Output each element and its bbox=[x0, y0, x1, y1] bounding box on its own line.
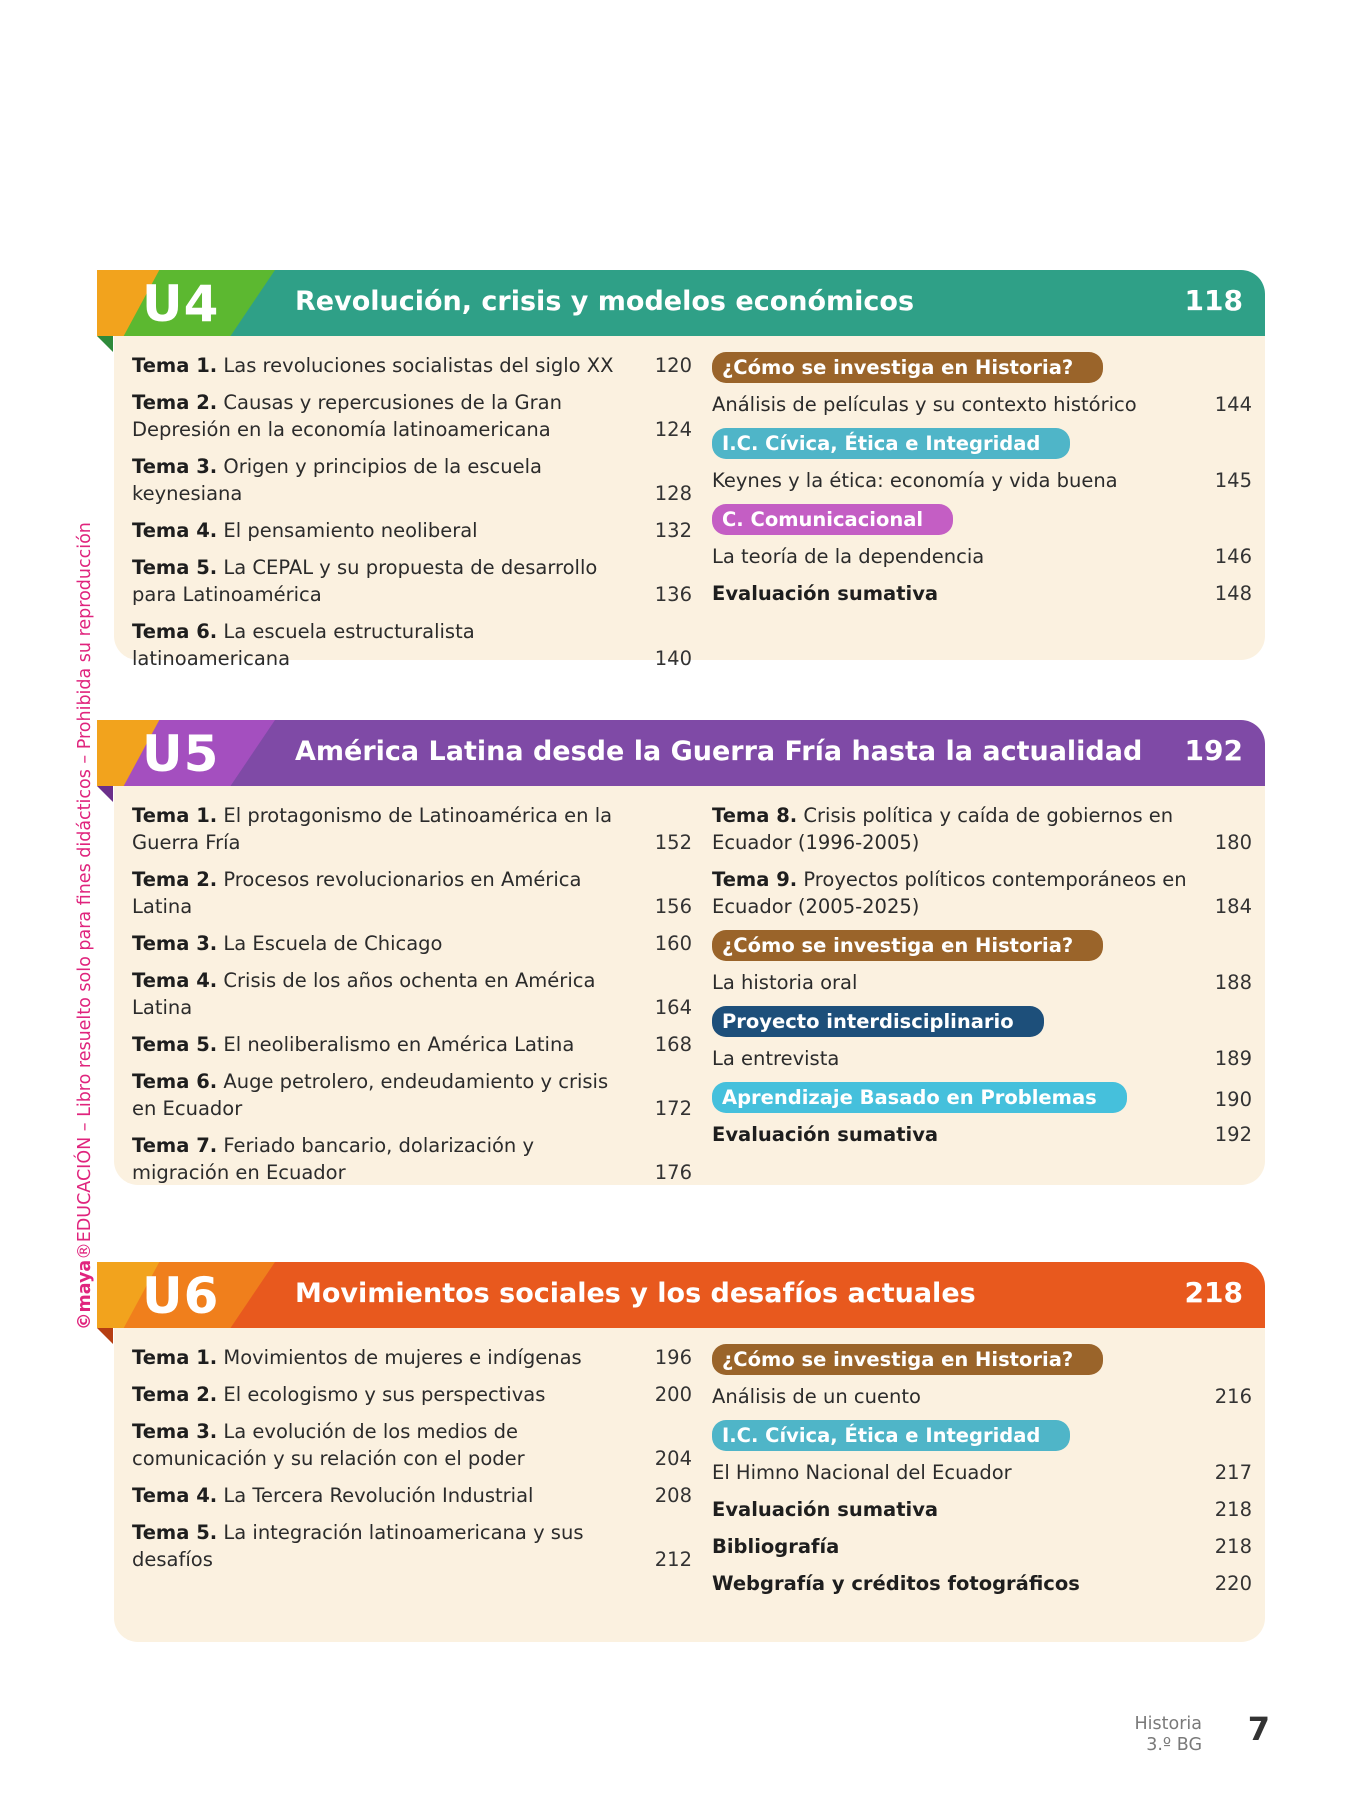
section-pill: ¿Cómo se investiga en Historia? bbox=[712, 1344, 1103, 1375]
closing-entry[interactable] bbox=[712, 1570, 1252, 1597]
topic-label: Tema 1. bbox=[132, 354, 218, 377]
entry-title: Bibliografía bbox=[712, 1535, 840, 1558]
topic-title: Auge petrolero, endeudamiento y crisis en Ecuador bbox=[132, 1070, 609, 1120]
entry-page: 145 bbox=[1214, 469, 1252, 492]
topic-label: Tema 6. bbox=[132, 1070, 218, 1093]
topic-label: Tema 3. bbox=[132, 1420, 218, 1443]
topic-page: 120 bbox=[654, 354, 692, 377]
entry-page: 144 bbox=[1214, 393, 1252, 416]
unit-start-page: 192 bbox=[1184, 734, 1243, 767]
topic-title: El pensamiento neoliberal bbox=[223, 519, 478, 542]
unit-header bbox=[97, 1262, 1265, 1328]
unit-header bbox=[97, 720, 1265, 786]
entry-page: 188 bbox=[1214, 971, 1252, 994]
topic-label: Tema 8. bbox=[712, 804, 798, 827]
topic-title: El ecologismo y sus perspectivas bbox=[223, 1383, 546, 1406]
section-pill: C. Comunicacional bbox=[712, 504, 953, 535]
topic-entry[interactable] bbox=[132, 967, 692, 1021]
unit-tag-fold bbox=[97, 336, 113, 352]
section-pill-row bbox=[712, 352, 1252, 391]
activity-entry[interactable] bbox=[712, 467, 1252, 494]
entry-page: 216 bbox=[1214, 1385, 1252, 1408]
entry-title: Análisis de películas y su contexto histórico bbox=[712, 393, 1137, 416]
entry-page: 218 bbox=[1214, 1535, 1252, 1558]
topic-label: Tema 2. bbox=[132, 391, 218, 414]
topic-page: 208 bbox=[654, 1484, 692, 1507]
topic-page: 132 bbox=[654, 519, 692, 542]
topic-page: 152 bbox=[654, 831, 692, 854]
entry-page: 220 bbox=[1214, 1572, 1252, 1595]
topic-entry[interactable] bbox=[132, 866, 692, 920]
section-pill-row bbox=[712, 930, 1252, 969]
unit-title: Revolución, crisis y modelos económicos bbox=[295, 286, 915, 317]
right-column bbox=[712, 802, 1252, 1158]
topic-page: 164 bbox=[654, 996, 692, 1019]
unit-code: U5 bbox=[142, 725, 220, 783]
entry-title: La entrevista bbox=[712, 1047, 840, 1070]
topic-title: Las revoluciones socialistas del siglo XX bbox=[223, 354, 614, 377]
closing-entry[interactable] bbox=[712, 1533, 1252, 1560]
topic-title: Procesos revolucionarios en América Latina bbox=[132, 868, 582, 918]
section-pill: I.C. Cívica, Ética e Integridad bbox=[712, 1420, 1070, 1451]
topic-title: Crisis de los años ochenta en América Latina bbox=[132, 969, 596, 1019]
unit-section-u6 bbox=[97, 1262, 1265, 1642]
topic-page: 128 bbox=[654, 482, 692, 505]
topic-label: Tema 2. bbox=[132, 1383, 218, 1406]
entry-title: La teoría de la dependencia bbox=[712, 545, 985, 568]
footer-subject-name: Historia bbox=[1134, 1714, 1202, 1734]
topic-label: Tema 4. bbox=[132, 969, 218, 992]
footer-subject bbox=[1135, 1714, 1203, 1756]
section-pill: Aprendizaje Basado en Problemas bbox=[712, 1082, 1127, 1113]
entry-page: 192 bbox=[1214, 1123, 1252, 1146]
section-pill-row bbox=[712, 428, 1252, 467]
section-pill: I.C. Cívica, Ética e Integridad bbox=[712, 428, 1070, 459]
section-pill: Proyecto interdisciplinario bbox=[712, 1006, 1044, 1037]
closing-entry[interactable] bbox=[712, 1121, 1252, 1148]
topic-entry[interactable] bbox=[712, 866, 1252, 920]
topic-title: Causas y repercusiones de la Gran Depresión en la economía latinoamericana bbox=[132, 391, 562, 441]
topic-entry[interactable] bbox=[132, 1418, 692, 1472]
topic-label: Tema 5. bbox=[132, 1521, 218, 1544]
entry-title: La historia oral bbox=[712, 971, 858, 994]
left-column bbox=[132, 1344, 692, 1583]
section-pill-row bbox=[712, 1344, 1252, 1383]
topic-entry[interactable] bbox=[132, 1519, 692, 1573]
topic-entry[interactable] bbox=[132, 389, 692, 443]
section-pill: ¿Cómo se investiga en Historia? bbox=[712, 352, 1103, 383]
activity-entry[interactable] bbox=[712, 1045, 1252, 1072]
topic-entry[interactable] bbox=[132, 1132, 692, 1186]
unit-start-page: 118 bbox=[1184, 284, 1243, 317]
right-column bbox=[712, 352, 1252, 617]
topic-entry[interactable] bbox=[132, 1482, 692, 1509]
entry-page: 189 bbox=[1214, 1047, 1252, 1070]
entry-title: Evaluación sumativa bbox=[712, 1498, 939, 1521]
unit-title: Movimientos sociales y los desafíos actuales bbox=[295, 1278, 976, 1309]
left-column bbox=[132, 802, 692, 1196]
activity-entry[interactable] bbox=[712, 1383, 1252, 1410]
topic-label: Tema 2. bbox=[132, 868, 218, 891]
topic-title: Movimientos de mujeres e indígenas bbox=[223, 1346, 582, 1369]
topic-title: Feriado bancario, dolarización y migración en Ecuador bbox=[132, 1134, 535, 1184]
entry-title: Evaluación sumativa bbox=[712, 582, 939, 605]
topic-label: Tema 6. bbox=[132, 620, 218, 643]
topic-label: Tema 3. bbox=[132, 455, 218, 478]
entry-page: 218 bbox=[1214, 1498, 1252, 1521]
topic-entry[interactable] bbox=[132, 1344, 692, 1371]
copyright-text: ®EDUCACIÓN – Libro resuelto solo para fines didácticos – Prohibida su reproducción bbox=[75, 522, 95, 1260]
unit-start-page: 218 bbox=[1184, 1276, 1243, 1309]
topic-entry[interactable] bbox=[132, 517, 692, 544]
topic-page: 160 bbox=[654, 932, 692, 955]
topic-entry[interactable] bbox=[132, 1068, 692, 1122]
topic-entry[interactable] bbox=[132, 453, 692, 507]
entry-title: Análisis de un cuento bbox=[712, 1385, 921, 1408]
section-pill-row bbox=[712, 504, 1252, 543]
activity-entry[interactable] bbox=[712, 969, 1252, 996]
closing-entry[interactable] bbox=[712, 580, 1252, 607]
topic-page: 172 bbox=[654, 1097, 692, 1120]
topic-entry[interactable] bbox=[132, 554, 692, 608]
topic-entry[interactable] bbox=[132, 930, 692, 957]
topic-title: La integración latinoamericana y sus desafíos bbox=[132, 1521, 584, 1571]
topic-page: 204 bbox=[654, 1447, 692, 1470]
topic-title: El neoliberalismo en América Latina bbox=[223, 1033, 575, 1056]
topic-page: 156 bbox=[654, 895, 692, 918]
section-pill-row bbox=[712, 1420, 1252, 1459]
unit-code: U6 bbox=[142, 1267, 220, 1325]
topic-entry[interactable] bbox=[132, 352, 692, 379]
topic-label: Tema 5. bbox=[132, 556, 218, 579]
footer-grade: 3.º BG bbox=[1146, 1735, 1202, 1755]
topic-label: Tema 4. bbox=[132, 519, 218, 542]
topic-label: Tema 1. bbox=[132, 804, 218, 827]
topic-label: Tema 7. bbox=[132, 1134, 218, 1157]
topic-entry[interactable] bbox=[132, 618, 692, 672]
topic-page: 168 bbox=[654, 1033, 692, 1056]
section-page: 190 bbox=[1214, 1088, 1252, 1111]
section-pill-row bbox=[712, 1006, 1252, 1045]
topic-entry[interactable] bbox=[132, 1031, 692, 1058]
topic-title: La CEPAL y su propuesta de desarrollo para Latinoamérica bbox=[132, 556, 598, 606]
topic-title: El protagonismo de Latinoamérica en la Guerra Fría bbox=[132, 804, 613, 854]
entry-page: 146 bbox=[1214, 545, 1252, 568]
unit-section-u4 bbox=[97, 270, 1265, 670]
topic-page: 200 bbox=[654, 1383, 692, 1406]
topic-page: 136 bbox=[654, 583, 692, 606]
unit-tag-fold bbox=[97, 1328, 113, 1344]
entry-title: El Himno Nacional del Ecuador bbox=[712, 1461, 1012, 1484]
entry-title: Keynes y la ética: economía y vida buena bbox=[712, 469, 1118, 492]
closing-entry[interactable] bbox=[712, 1496, 1252, 1523]
unit-title: América Latina desde la Guerra Fría hasta la actualidad bbox=[295, 736, 1143, 767]
entry-page: 148 bbox=[1214, 582, 1252, 605]
page-number: 7 bbox=[1247, 1710, 1270, 1748]
topic-label: Tema 3. bbox=[132, 932, 218, 955]
brand-mark: ©maya bbox=[75, 1259, 95, 1330]
topic-title: La evolución de los medios de comunicación y su relación con el poder bbox=[132, 1420, 525, 1470]
unit-section-u5 bbox=[97, 720, 1265, 1185]
activity-entry[interactable] bbox=[712, 1459, 1252, 1486]
topic-page: 212 bbox=[654, 1548, 692, 1571]
topic-title: Proyectos políticos contemporáneos en Ecuador (2005-2025) bbox=[712, 868, 1187, 918]
section-pill: ¿Cómo se investiga en Historia? bbox=[712, 930, 1103, 961]
topic-label: Tema 1. bbox=[132, 1346, 218, 1369]
topic-title: La Tercera Revolución Industrial bbox=[223, 1484, 534, 1507]
topic-page: 176 bbox=[654, 1161, 692, 1184]
topic-page: 180 bbox=[1214, 831, 1252, 854]
topic-entry[interactable] bbox=[132, 1381, 692, 1408]
topic-title: La Escuela de Chicago bbox=[223, 932, 443, 955]
unit-code: U4 bbox=[142, 275, 220, 333]
topic-page: 184 bbox=[1214, 895, 1252, 918]
topic-title: Origen y principios de la escuela keynesiana bbox=[132, 455, 542, 505]
entry-title: Evaluación sumativa bbox=[712, 1123, 939, 1146]
activity-entry[interactable] bbox=[712, 391, 1252, 418]
unit-header bbox=[97, 270, 1265, 336]
topic-title: La escuela estructuralista latinoamericana bbox=[132, 620, 475, 670]
topic-label: Tema 5. bbox=[132, 1033, 218, 1056]
left-column bbox=[132, 352, 692, 682]
topic-page: 196 bbox=[654, 1346, 692, 1369]
entry-title: Webgrafía y créditos fotográficos bbox=[712, 1572, 1080, 1595]
section-pill-row bbox=[712, 1082, 1252, 1121]
topic-page: 140 bbox=[654, 647, 692, 670]
unit-tag-fold bbox=[97, 786, 113, 802]
activity-entry[interactable] bbox=[712, 543, 1252, 570]
topic-entry[interactable] bbox=[712, 802, 1252, 856]
copyright-side-note bbox=[75, 522, 95, 1330]
topic-label: Tema 9. bbox=[712, 868, 798, 891]
right-column bbox=[712, 1344, 1252, 1607]
topic-page: 124 bbox=[654, 418, 692, 441]
entry-page: 217 bbox=[1214, 1461, 1252, 1484]
topic-entry[interactable] bbox=[132, 802, 692, 856]
topic-label: Tema 4. bbox=[132, 1484, 218, 1507]
topic-title: Crisis política y caída de gobiernos en Ecuador (1996-2005) bbox=[712, 804, 1174, 854]
